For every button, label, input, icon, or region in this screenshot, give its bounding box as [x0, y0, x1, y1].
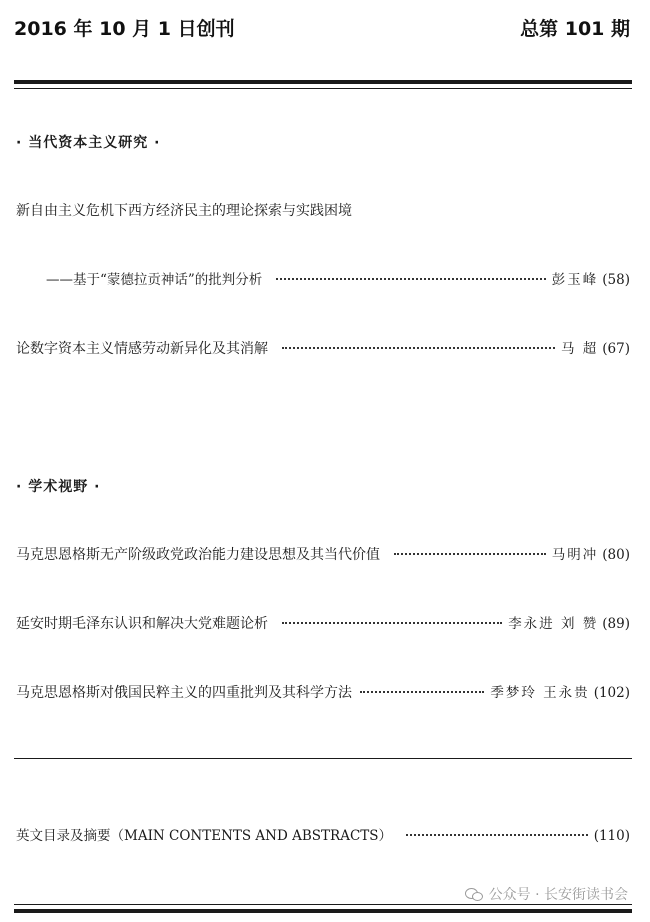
toc-entry-title: 马克思恩格斯无产阶级政党政治能力建设思想及其当代价值 — [16, 547, 380, 563]
leader-dots — [282, 347, 555, 349]
toc-entry-title: 马克思恩格斯对俄国民粹主义的四重批判及其科学方法 — [16, 685, 352, 701]
header-rule-thick — [14, 80, 632, 84]
toc-entry-subtitle: ——基于“蒙德拉贡神话”的批判分析 — [46, 272, 263, 288]
header-rule-thin — [14, 88, 632, 89]
section-title-contemporary-capitalism: · 当代资本主义研究 · — [16, 135, 161, 151]
toc-entry-english[interactable] — [16, 824, 630, 844]
toc-entry-page: (89) — [602, 616, 630, 632]
footer-rule-thick — [14, 909, 632, 913]
footer-rule-thin — [14, 904, 632, 905]
founding-date: 2016 年 10 月 1 日创刊 — [14, 18, 235, 40]
toc-entry[interactable] — [16, 681, 630, 702]
toc-entry-author: 季梦玲 王永贵 — [490, 685, 590, 701]
toc-entry-author: 马 超 — [560, 341, 599, 357]
leader-dots — [282, 622, 502, 624]
toc-entry-page: (110) — [593, 828, 630, 844]
toc-entry-page: (67) — [602, 341, 630, 357]
toc-entry[interactable] — [16, 200, 630, 220]
section-divider — [14, 758, 632, 759]
leader-dots — [360, 691, 484, 693]
toc-entry-page: (80) — [602, 547, 630, 563]
toc-entry-author: 马明冲 — [551, 547, 599, 563]
watermark — [465, 884, 628, 904]
leader-dots — [406, 834, 588, 836]
toc-entry-author: 李永进 刘 赞 — [508, 616, 599, 632]
toc-entry-title: 论数字资本主义情感劳动新异化及其消解 — [16, 341, 268, 357]
section-title-academic-perspective: · 学术视野 · — [16, 479, 101, 495]
toc-entry[interactable] — [16, 543, 630, 564]
toc-entry-author: 彭玉峰 — [551, 272, 599, 288]
toc-entry-page: (58) — [602, 272, 630, 288]
watermark-text: 公众号 · 长安街读书会 — [488, 887, 628, 903]
toc-entry-page: (102) — [593, 685, 630, 701]
issue-number: 总第 101 期 — [520, 18, 630, 40]
toc-entry-title: 新自由主义危机下西方经济民主的理论探索与实践困境 — [16, 203, 352, 219]
wechat-icon — [465, 887, 483, 901]
leader-dots — [276, 278, 545, 280]
toc-entry[interactable] — [16, 268, 630, 288]
toc-entry-title: 延安时期毛泽东认识和解决大党难题论析 — [16, 616, 268, 632]
leader-dots — [394, 553, 546, 555]
toc-entry[interactable] — [16, 612, 630, 633]
toc-entry[interactable] — [16, 337, 630, 358]
toc-entry-title: 英文目录及摘要（MAIN CONTENTS AND ABSTRACTS） — [16, 828, 393, 844]
